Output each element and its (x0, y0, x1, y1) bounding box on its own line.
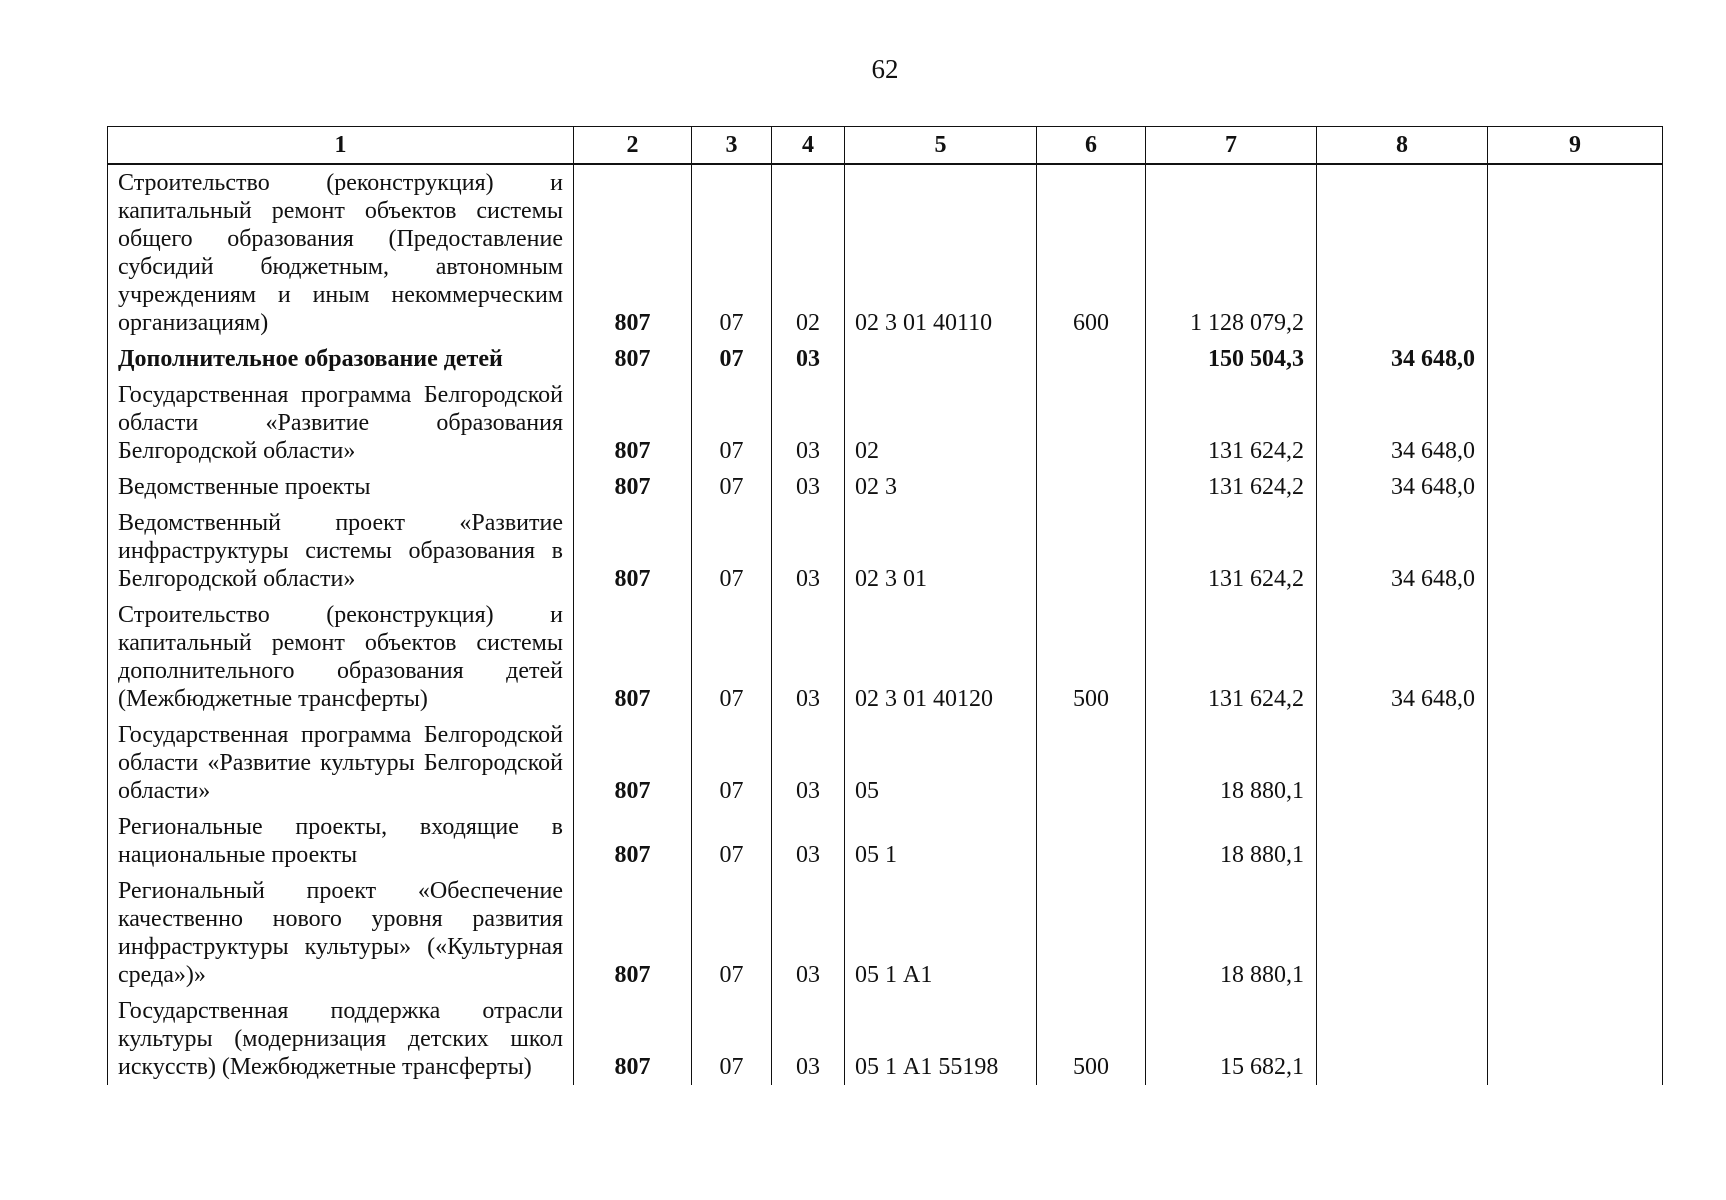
row-name-cell: Региональный проект «Обеспечение качественно нового уровня развития инфраструктуры культуры» («Культурная среда»)» (108, 873, 574, 993)
target-article-cell: 02 3 01 40120 (845, 597, 1037, 717)
federal-amount-cell (1317, 164, 1488, 341)
target-article-cell (845, 341, 1037, 377)
row-name-cell: Государственная поддержка отрасли культуры (модернизация детских школ искусств) (Межбюджетные трансферты) (108, 993, 574, 1085)
subsection-cell: 03 (772, 993, 845, 1085)
section-cell: 07 (692, 597, 772, 717)
table-row (108, 993, 1663, 1085)
expense-type-cell (1037, 809, 1146, 873)
section-cell: 07 (692, 341, 772, 377)
target-article-cell: 05 1 А1 55198 (845, 993, 1037, 1085)
subsection-cell: 03 (772, 873, 845, 993)
ministry-code-cell: 807 (574, 164, 692, 341)
column-header: 5 (845, 127, 1037, 165)
subsection-cell: 02 (772, 164, 845, 341)
expense-type-cell (1037, 341, 1146, 377)
target-article-cell: 02 (845, 377, 1037, 469)
amount-cell: 18 880,1 (1146, 873, 1317, 993)
extra-amount-cell (1488, 469, 1663, 505)
table-row (108, 809, 1663, 873)
expense-type-cell: 500 (1037, 597, 1146, 717)
amount-cell: 131 624,2 (1146, 469, 1317, 505)
ministry-code-cell: 807 (574, 469, 692, 505)
subsection-cell: 03 (772, 809, 845, 873)
federal-amount-cell (1317, 993, 1488, 1085)
table-row (108, 873, 1663, 993)
subsection-cell: 03 (772, 597, 845, 717)
extra-amount-cell (1488, 505, 1663, 597)
section-cell: 07 (692, 469, 772, 505)
ministry-code-cell: 807 (574, 341, 692, 377)
amount-cell: 131 624,2 (1146, 505, 1317, 597)
extra-amount-cell (1488, 164, 1663, 341)
column-header: 3 (692, 127, 772, 165)
ministry-code-cell: 807 (574, 873, 692, 993)
expense-type-cell (1037, 505, 1146, 597)
column-header: 4 (772, 127, 845, 165)
federal-amount-cell: 34 648,0 (1317, 377, 1488, 469)
section-cell: 07 (692, 505, 772, 597)
row-name-cell: Ведомственный проект «Развитие инфраструктуры системы образования в Белгородской области» (108, 505, 574, 597)
amount-cell: 131 624,2 (1146, 377, 1317, 469)
table-row (108, 717, 1663, 809)
expense-type-cell: 500 (1037, 993, 1146, 1085)
section-cell: 07 (692, 809, 772, 873)
column-header: 6 (1037, 127, 1146, 165)
federal-amount-cell (1317, 873, 1488, 993)
extra-amount-cell (1488, 993, 1663, 1085)
ministry-code-cell: 807 (574, 993, 692, 1085)
table-row (108, 164, 1663, 341)
federal-amount-cell: 34 648,0 (1317, 341, 1488, 377)
federal-amount-cell (1317, 809, 1488, 873)
ministry-code-cell: 807 (574, 377, 692, 469)
amount-cell: 131 624,2 (1146, 597, 1317, 717)
ministry-code-cell: 807 (574, 597, 692, 717)
row-name-cell: Строительство (реконструкция) и капитальный ремонт объектов системы дополнительного образования детей (Межбюджетные трансферты) (108, 597, 574, 717)
target-article-cell: 02 3 01 (845, 505, 1037, 597)
ministry-code-cell: 807 (574, 505, 692, 597)
extra-amount-cell (1488, 809, 1663, 873)
subsection-cell: 03 (772, 341, 845, 377)
expense-type-cell: 600 (1037, 164, 1146, 341)
row-name-cell: Государственная программа Белгородской области «Развитие культуры Белгородской области» (108, 717, 574, 809)
subsection-cell: 03 (772, 717, 845, 809)
expense-type-cell (1037, 469, 1146, 505)
expense-type-cell (1037, 717, 1146, 809)
section-cell: 07 (692, 993, 772, 1085)
ministry-code-cell: 807 (574, 717, 692, 809)
table-row (108, 597, 1663, 717)
section-cell: 07 (692, 873, 772, 993)
subsection-cell: 03 (772, 377, 845, 469)
column-header: 1 (108, 127, 574, 165)
target-article-cell: 02 3 01 40110 (845, 164, 1037, 341)
row-name-cell: Государственная программа Белгородской области «Развитие образования Белгородской области» (108, 377, 574, 469)
table-row (108, 341, 1663, 377)
row-name-cell: Ведомственные проекты (108, 469, 574, 505)
budget-table (107, 126, 1663, 1085)
amount-cell: 15 682,1 (1146, 993, 1317, 1085)
row-name-cell: Дополнительное образование детей (108, 341, 574, 377)
amount-cell: 18 880,1 (1146, 717, 1317, 809)
row-name-cell: Строительство (реконструкция) и капитальный ремонт объектов системы общего образования (Предоставление субсидий бюджетным, автономным учреждениям и иным некоммерческим организациям) (108, 164, 574, 341)
extra-amount-cell (1488, 341, 1663, 377)
section-cell: 07 (692, 377, 772, 469)
federal-amount-cell (1317, 717, 1488, 809)
section-cell: 07 (692, 717, 772, 809)
target-article-cell: 05 (845, 717, 1037, 809)
target-article-cell: 05 1 (845, 809, 1037, 873)
column-header: 9 (1488, 127, 1663, 165)
subsection-cell: 03 (772, 505, 845, 597)
extra-amount-cell (1488, 873, 1663, 993)
federal-amount-cell: 34 648,0 (1317, 597, 1488, 717)
target-article-cell: 05 1 А1 (845, 873, 1037, 993)
subsection-cell: 03 (772, 469, 845, 505)
extra-amount-cell (1488, 377, 1663, 469)
table-row (108, 469, 1663, 505)
page-number: 62 (871, 54, 899, 84)
expense-type-cell (1037, 873, 1146, 993)
section-cell: 07 (692, 164, 772, 341)
federal-amount-cell: 34 648,0 (1317, 469, 1488, 505)
column-header: 2 (574, 127, 692, 165)
amount-cell: 150 504,3 (1146, 341, 1317, 377)
column-header: 8 (1317, 127, 1488, 165)
target-article-cell: 02 3 (845, 469, 1037, 505)
ministry-code-cell: 807 (574, 809, 692, 873)
row-name-cell: Региональные проекты, входящие в национальные проекты (108, 809, 574, 873)
extra-amount-cell (1488, 597, 1663, 717)
column-header: 7 (1146, 127, 1317, 165)
table-row (108, 377, 1663, 469)
expense-type-cell (1037, 377, 1146, 469)
amount-cell: 1 128 079,2 (1146, 164, 1317, 341)
federal-amount-cell: 34 648,0 (1317, 505, 1488, 597)
amount-cell: 18 880,1 (1146, 809, 1317, 873)
table-row (108, 505, 1663, 597)
table-header-row (108, 127, 1663, 165)
extra-amount-cell (1488, 717, 1663, 809)
